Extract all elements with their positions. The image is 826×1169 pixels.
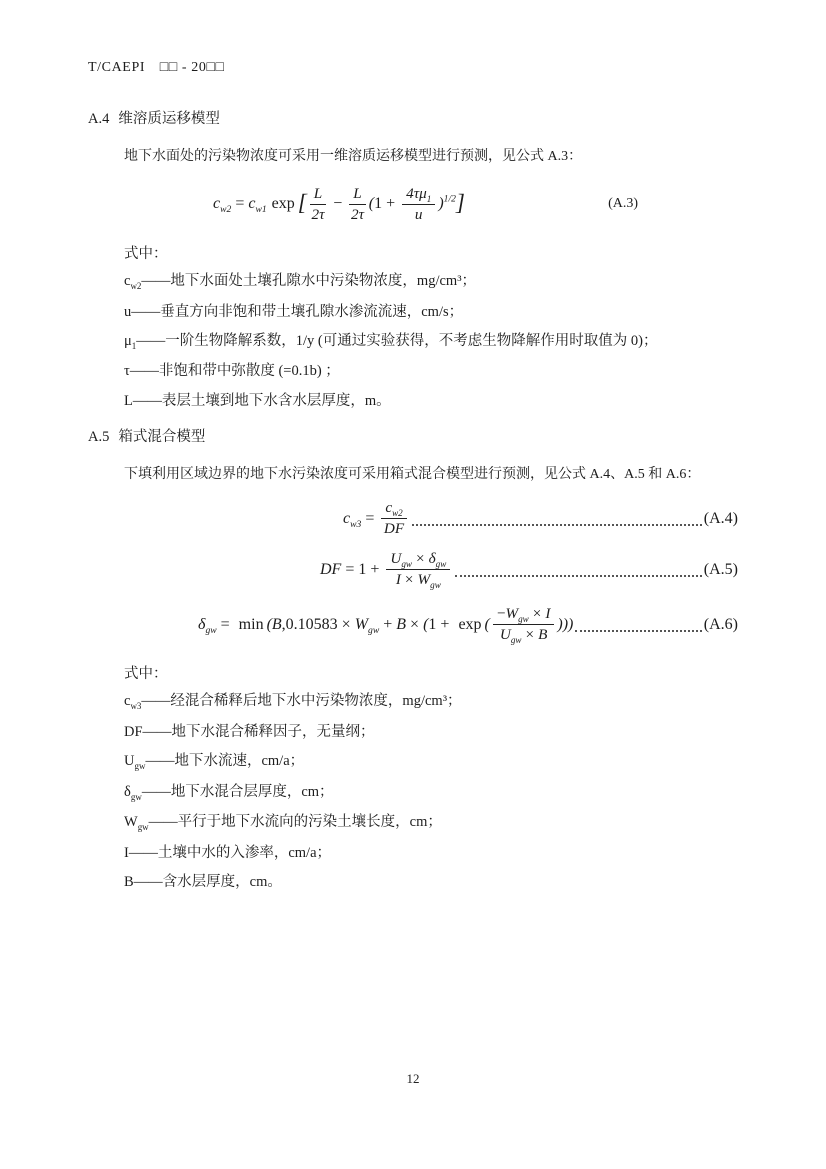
dot-leader bbox=[455, 575, 702, 577]
definition-row bbox=[124, 273, 738, 291]
definition-text: ——平行于地下水流向的污染土壤长度，cm； bbox=[148, 814, 442, 831]
definition-symbol: B bbox=[124, 874, 134, 891]
formula-a3-label: (A.3) bbox=[608, 196, 638, 212]
definition-row bbox=[124, 333, 738, 351]
formula-a6-row bbox=[88, 605, 738, 644]
intro-paragraph-a5: 下填利用区域边界的地下水污染浓度可采用箱式混合模型进行预测，见公式 A.4、A.5 和 A.6： bbox=[124, 467, 701, 483]
definition-list-a5 bbox=[124, 693, 738, 891]
definition-text: ——非饱和带中弥散度 (=0.1b) ； bbox=[129, 363, 340, 380]
definition-list-a4 bbox=[124, 273, 738, 409]
formula-a4-label: (A.4) bbox=[703, 509, 738, 527]
definition-row bbox=[124, 693, 738, 711]
formula-a4-row bbox=[88, 499, 738, 538]
definition-symbol: $c_{w3}$ bbox=[124, 692, 142, 711]
definition-row bbox=[124, 814, 738, 832]
definition-text: ——地下水混合稀释因子，无量纲； bbox=[142, 723, 375, 740]
section-number-a5: A.5 bbox=[88, 429, 110, 446]
definition-text: ——表层土壤到地下水含水层厚度，m。 bbox=[132, 392, 391, 409]
definition-symbol: L bbox=[124, 392, 133, 409]
definition-row bbox=[124, 304, 738, 321]
definition-row bbox=[124, 724, 738, 741]
definition-symbol: $W_{gw}$ bbox=[124, 814, 149, 833]
formula-a5-math: DF = 1 + $U_{gw}$ × $\delta_{gw}$ I × $W_{gw}$ bbox=[320, 550, 453, 589]
definition-text: ——地下水流速，cm/a； bbox=[145, 752, 305, 769]
section-title-a5: 箱式混合模型 bbox=[118, 429, 206, 446]
definition-row bbox=[124, 753, 738, 771]
formula-a4-math: $c_{w3}$ = $\frac{c_{w2}}{DF}$ bbox=[343, 499, 410, 538]
definition-text: ——地下水混合层厚度，cm； bbox=[141, 783, 334, 800]
page-number: 12 bbox=[406, 1071, 420, 1086]
formula-a3-math: $c_{w2}$ = $c_{w1}$ exp [ $\frac{L}{2\tau}$ − $\frac{L}{2\tau}$ ( 1 + $\frac{4\tau\mu_1}{u}$ )$^{1/2}$ ] bbox=[213, 185, 465, 223]
definition-symbol: I bbox=[124, 845, 129, 861]
where-label-a5: 式中： bbox=[124, 665, 168, 682]
formula-a3-row bbox=[88, 185, 738, 224]
definition-symbol: $c_{w2}$ bbox=[124, 272, 142, 291]
dot-leader bbox=[412, 524, 702, 526]
dot-leader bbox=[575, 630, 701, 632]
document-header: T/CAEPI □□ - 20□□ bbox=[88, 60, 225, 75]
formula-a5-row bbox=[88, 550, 738, 589]
section-heading-a4 bbox=[88, 107, 738, 128]
definition-symbol: $\mu_1$ bbox=[124, 332, 137, 351]
formula-a6-label: (A.6) bbox=[703, 615, 738, 633]
section-heading-a5 bbox=[88, 425, 738, 446]
section-number-a4: A.4 bbox=[88, 111, 110, 127]
definition-text: ——一阶生物降解系数，1/y (可通过实验获得，不考虑生物降解作用时取值为 0)； bbox=[136, 332, 658, 349]
where-label-a4: 式中： bbox=[124, 245, 168, 262]
definition-text: ——经混合稀释后地下水中污染物浓度，mg/cm³； bbox=[141, 692, 462, 709]
section-title-a4: 维溶质运移模型 bbox=[118, 111, 220, 127]
formula-a5-label: (A.5) bbox=[703, 560, 738, 578]
formula-a6-math: $\delta_{gw}$ = min ( B ,0.10583 × $W_{gw}$ + B × ( 1 + exp ( − $W_{gw}$ × I $U_{gw}$ × B ))) bbox=[198, 605, 574, 646]
definition-text: ——地下水面处土壤孔隙水中污染物浓度，mg/cm³； bbox=[141, 272, 477, 289]
definition-symbol: τ bbox=[124, 363, 130, 380]
definition-row bbox=[124, 874, 738, 891]
definition-symbol: $U_{gw}$ bbox=[124, 752, 146, 771]
definition-row bbox=[124, 845, 738, 862]
definition-text: ——土壤中水的入渗率，cm/a； bbox=[128, 845, 332, 861]
definition-text: ——垂直方向非饱和带土壤孔隙水渗流流速，cm/s； bbox=[131, 303, 464, 320]
definition-symbol: $\delta_{gw}$ bbox=[124, 783, 142, 802]
definition-row bbox=[124, 393, 738, 410]
definition-row bbox=[124, 784, 738, 802]
definition-text: ——含水层厚度，cm。 bbox=[133, 874, 282, 891]
definition-row bbox=[124, 363, 738, 380]
definition-symbol: DF bbox=[124, 723, 143, 740]
intro-paragraph-a4: 地下水面处的污染物浓度可采用一维溶质运移模型进行预测，见公式 A.3： bbox=[124, 149, 583, 164]
definition-symbol: u bbox=[124, 303, 132, 320]
